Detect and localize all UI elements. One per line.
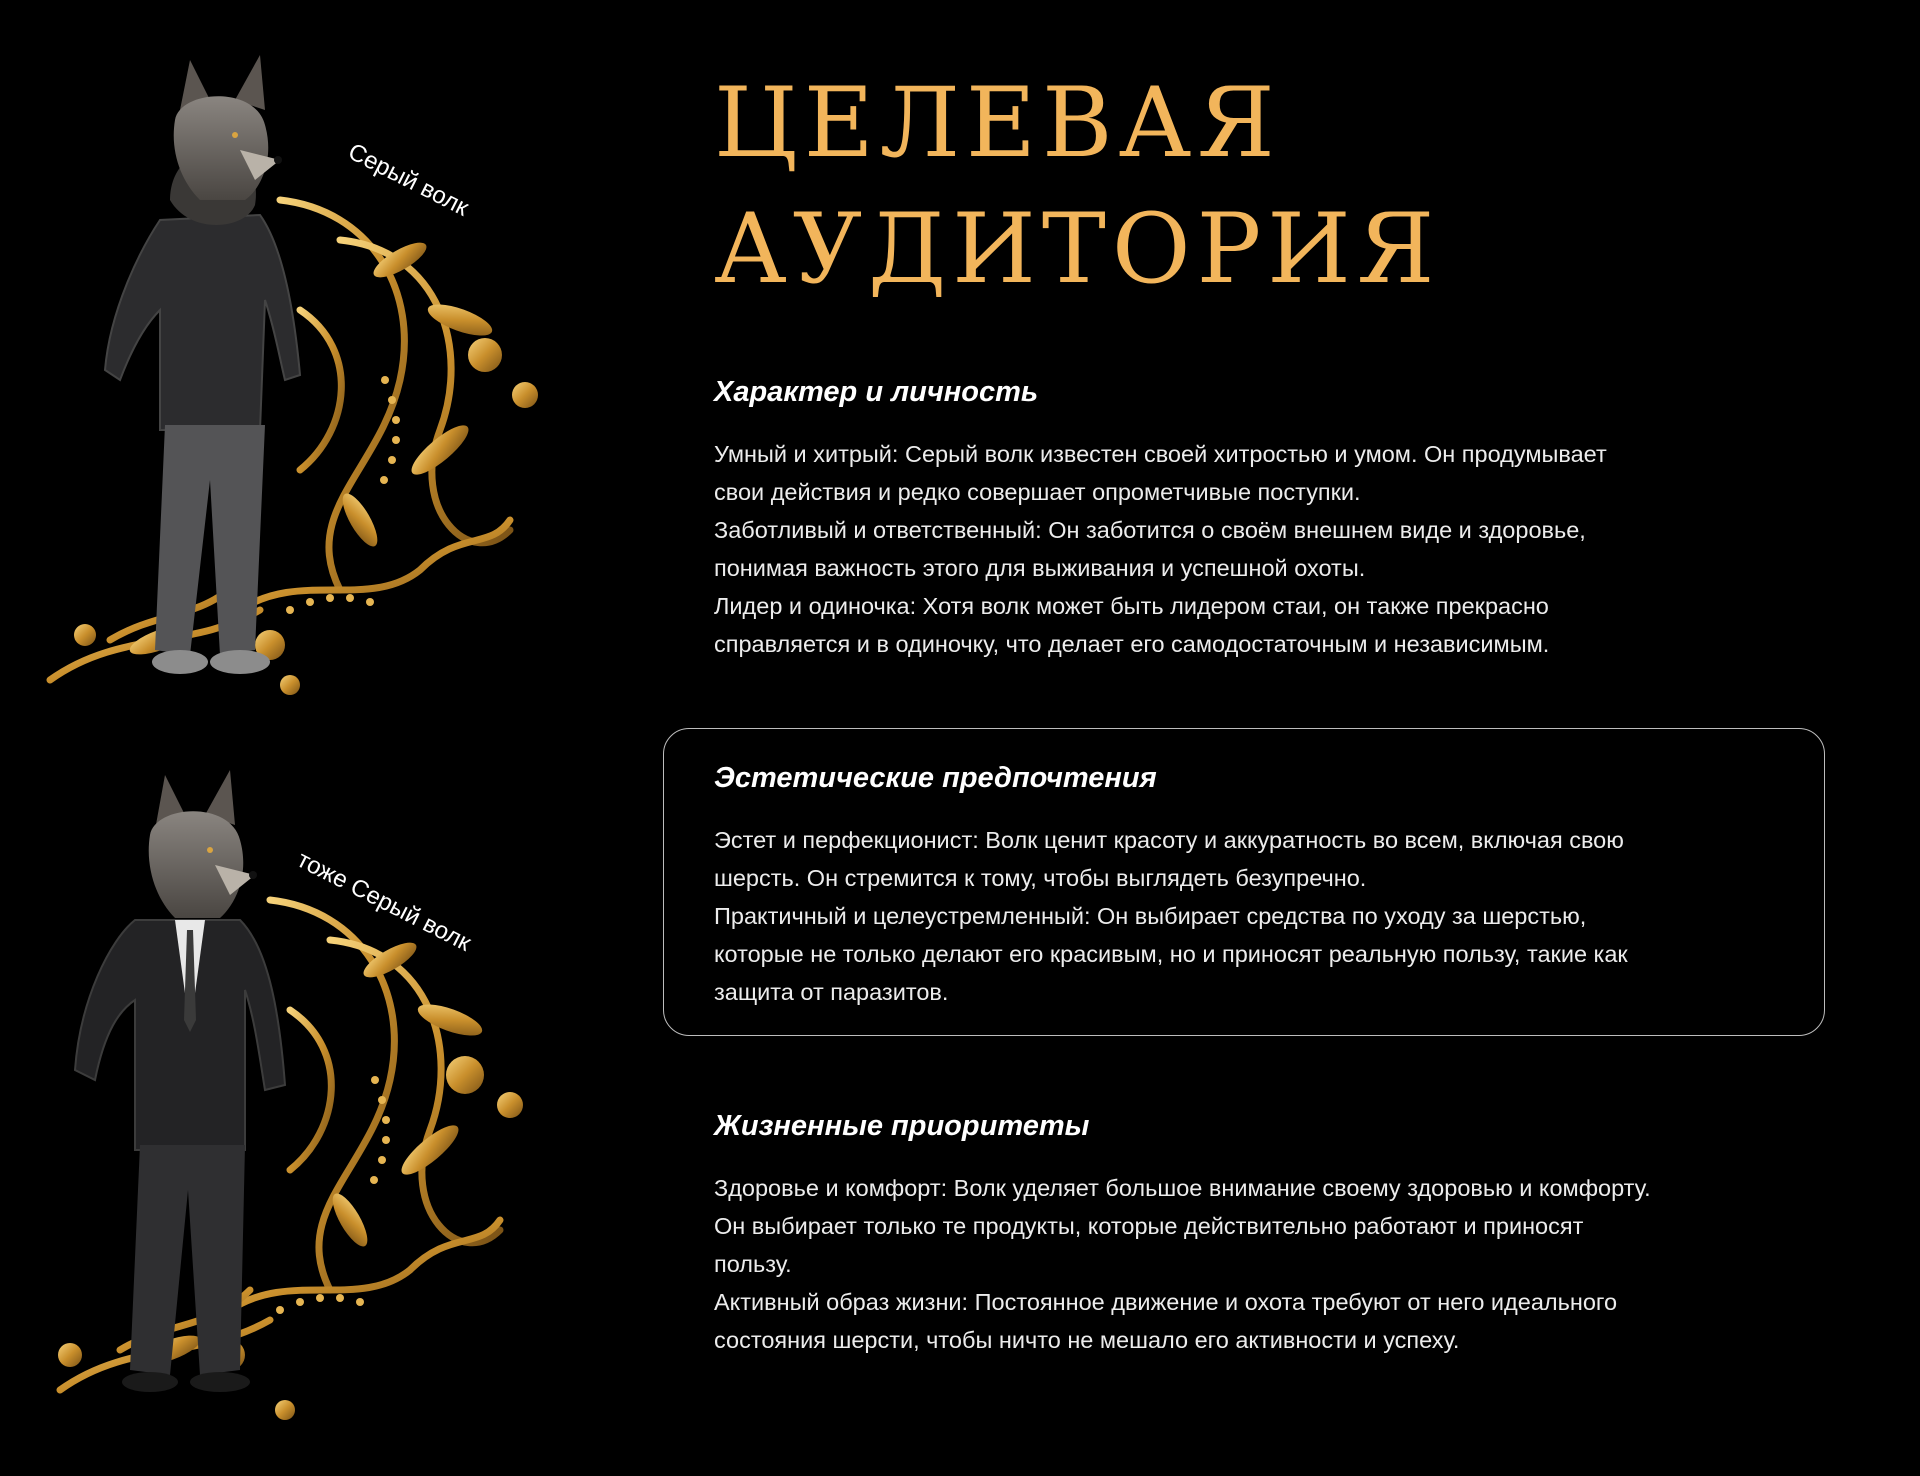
body-line: Он выбирает только те продукты, которые действительно работают и приносят	[714, 1213, 1584, 1239]
body-line: Лидер и одиночка: Хотя волк может быть лидером стаи, он также прекрасно	[714, 593, 1549, 619]
body-line: Здоровье и комфорт: Волк уделяет большое внимание своему здоровью и комфорту.	[714, 1175, 1651, 1201]
body-line: пользу.	[714, 1251, 792, 1277]
section-heading: Характер и личность	[714, 376, 1039, 408]
section-priorities	[714, 1110, 1774, 1359]
top-illustration-caption: Серый волк	[343, 138, 473, 222]
section-character	[714, 376, 1774, 663]
body-line: состояния шерсти, чтобы ничто не мешало его активности и успеху.	[714, 1327, 1460, 1353]
body-line: Заботливый и ответственный: Он заботится о своём внешнем виде и здоровье,	[714, 517, 1586, 543]
body-line: справляется и в одиночку, что делает его самодостаточным и независимым.	[714, 631, 1550, 657]
body-line: которые не только делают его красивым, но и приносят реальную пользу, такие как	[714, 941, 1628, 967]
page-title	[714, 60, 1440, 312]
section-body	[714, 1169, 1774, 1359]
page-title-line1: ЦЕЛЕВАЯ	[714, 67, 1281, 179]
section-heading: Эстетические предпочтения	[714, 762, 1157, 794]
wolf-hoodie-illustration	[40, 50, 560, 710]
body-line: Активный образ жизни: Постоянное движение и охота требуют от него идеального	[714, 1289, 1618, 1315]
body-line: защита от паразитов.	[714, 979, 949, 1005]
page-title-line2: АУДИТОРИЯ	[714, 193, 1441, 305]
section-body	[714, 821, 1774, 1011]
wolf-figure	[105, 55, 300, 674]
section-heading: Жизненные приоритеты	[714, 1110, 1090, 1142]
body-line: Умный и хитрый: Серый волк известен своей хитростью и умом. Он продумывает	[714, 441, 1607, 467]
body-line: Практичный и целеустремленный: Он выбирает средства по уходу за шерстью,	[714, 903, 1587, 929]
section-aesthetics	[714, 762, 1774, 1011]
bottom-illustration-caption: тоже Серый волк	[292, 846, 476, 957]
body-line: свои действия и редко совершает опрометчивые поступки.	[714, 479, 1361, 505]
body-line: понимая важность этого для выживания и успешной охоты.	[714, 555, 1366, 581]
body-line: шерсть. Он стремится к тому, чтобы выглядеть безупречно.	[714, 865, 1367, 891]
body-line: Эстет и перфекционист: Волк ценит красоту и аккуратность во всем, включая свою	[714, 827, 1624, 853]
section-body	[714, 435, 1774, 663]
